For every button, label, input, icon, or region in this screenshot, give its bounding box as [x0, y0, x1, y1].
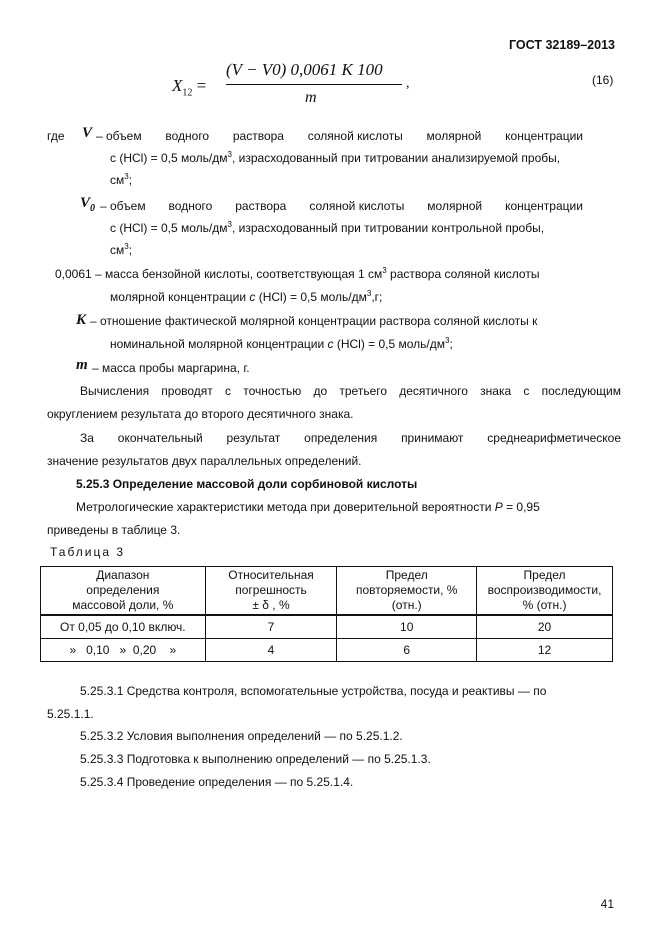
table-cell: » 0,10 » 0,20 »: [41, 639, 206, 662]
def-v0-word: молярной: [427, 199, 483, 213]
where-label: где: [47, 129, 65, 143]
column-header: Предел воспроизводимости, % (отн.): [477, 567, 613, 616]
paragraph-2-line2: значение результатов двух параллельных определений.: [47, 454, 362, 468]
section-title: 5.25.3 Определение массовой доли сорбиновой кислоты: [76, 477, 418, 491]
def-v0-word: раствора: [235, 199, 287, 213]
document-code: ГОСТ 32189–2013: [509, 38, 615, 52]
def-v-word: молярной: [426, 129, 482, 143]
p2-word: определения: [304, 431, 378, 445]
column-header: Относительная погрешность ± δ , %: [205, 567, 337, 616]
p2-word: результат: [226, 431, 281, 445]
table-cell: 6: [337, 639, 477, 662]
subsection-2: 5.25.3.2 Условия выполнения определений — по 5.25.1.2.: [80, 729, 403, 743]
def-v-line1: [96, 129, 583, 143]
fraction-line: [226, 84, 402, 85]
def-v0-dash: – объем: [100, 199, 146, 213]
def-v0-line3: $см^3$;: [110, 242, 133, 257]
table-caption: Таблица 3: [50, 545, 126, 559]
table-cell: 4: [205, 639, 337, 662]
paragraph-3-line1: Метрологические характеристики метода при доверительной вероятности P = 0,95: [76, 500, 540, 514]
def-v-dash: – объем: [96, 129, 142, 143]
def-v-line3: $см^3$;: [110, 172, 133, 187]
table-row: [41, 615, 613, 639]
def-v-word: соляной кислоты: [307, 129, 403, 143]
p2-word: окончательный: [117, 431, 203, 445]
column-header: Диапазон определения массовой доли, %: [41, 567, 206, 616]
subsection-1-line2: 5.25.1.1.: [47, 707, 94, 721]
def-k-line2: номинальной молярной концентрации c (HCl) = 0,5 моль/$дм^3$;: [110, 336, 453, 351]
def-v0-word: водного: [168, 199, 213, 213]
table-row: [41, 639, 613, 662]
def-v-word: концентрации: [505, 129, 583, 143]
data-table: [40, 566, 613, 662]
def-v-word: раствора: [232, 129, 284, 143]
page-number: 41: [600, 897, 614, 911]
p2-word: принимают: [401, 431, 464, 445]
table-header-row: [41, 567, 613, 616]
paragraph-3-line2: приведены в таблице 3.: [47, 523, 181, 537]
symbol-m: m: [76, 357, 88, 373]
formula-denominator: m: [305, 89, 317, 106]
paragraph-1-line2: округлением результата до второго десятичного знака.: [47, 407, 354, 421]
def-v0-word: концентрации: [505, 199, 583, 213]
formula-lhs: $X_{12}$ =: [172, 76, 207, 99]
symbol-v: V: [82, 125, 93, 141]
table-cell: От 0,05 до 0,10 включ.: [41, 615, 206, 639]
def-m-line: – масса пробы маргарина, г.: [92, 361, 250, 375]
subsection-4: 5.25.3.4 Проведение определения — по 5.25.1.4.: [80, 775, 354, 789]
table-cell: 20: [477, 615, 613, 639]
column-header: Предел повторяемости, % (отн.): [337, 567, 477, 616]
def-k-line1: – отношение фактической молярной концентрации раствора соляной кислоты к: [90, 314, 538, 328]
subsection-1-line1: 5.25.3.1 Средства контроля, вспомогательные устройства, посуда и реактивы — по: [80, 684, 547, 698]
table-cell: 7: [205, 615, 337, 639]
def-v-line2: c (HCl) = 0,5 моль/$дм^3$, израсходованный при титровании анализируемой пробы,: [110, 150, 561, 165]
def-v0-word: соляной кислоты: [309, 199, 405, 213]
formula-numerator: (V − V0) 0,0061 K 100: [226, 60, 383, 79]
subsection-3: 5.25.3.3 Подготовка к выполнению определений — по 5.25.1.3.: [80, 752, 431, 766]
formula-number: (16): [592, 73, 614, 87]
def-v-word: водного: [165, 129, 210, 143]
def-v0-line1: [100, 199, 583, 213]
paragraph-2-line1: [80, 431, 621, 445]
table-cell: 10: [337, 615, 477, 639]
symbol-k: K: [76, 312, 87, 328]
formula-comma: ,: [406, 76, 410, 91]
symbol-v0: $V_0$: [80, 195, 96, 214]
p2-word: За: [80, 431, 94, 445]
def-v0-line2: c (HCl) = 0,5 моль/$дм^3$, израсходованный при титровании контрольной пробы,: [110, 220, 545, 235]
def-const-line1: 0,0061 – масса бензойной кислоты, соответствующая 1 $см^3$ раствора соляной кислоты: [55, 266, 540, 281]
table-cell: 12: [477, 639, 613, 662]
p2-word: среднеарифметическое: [487, 431, 621, 445]
paragraph-1-line1: Вычисления проводят с точностью до третьего десятичного знака с последующим: [80, 384, 621, 398]
def-const-line2: молярной концентрации c (HCl) = 0,5 моль/$дм^3,г$;: [110, 289, 383, 304]
